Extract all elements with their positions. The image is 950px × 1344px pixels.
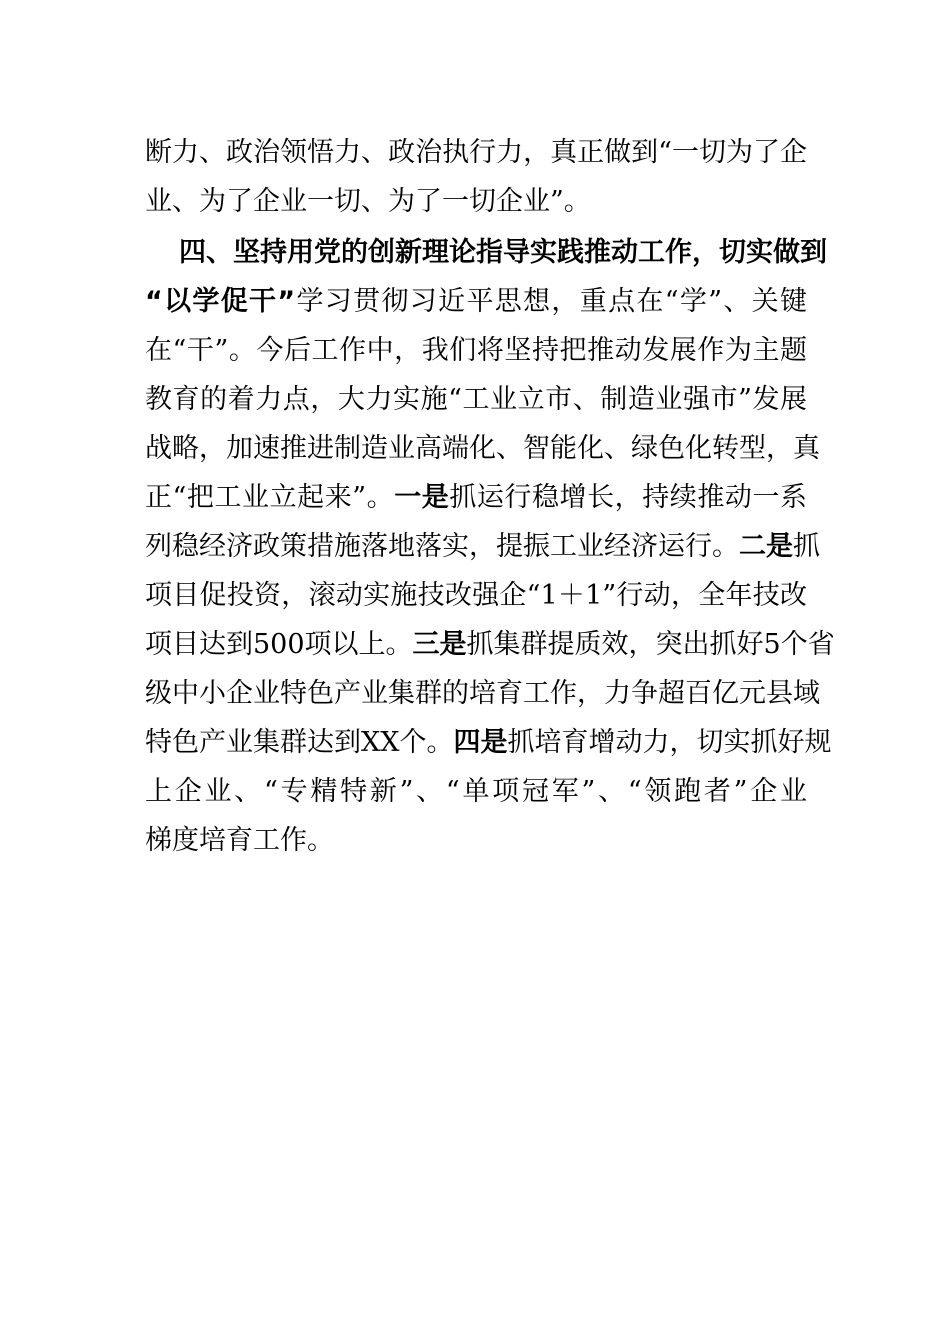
text-span: 抓培育增动力，切实抓好规	[507, 727, 832, 758]
text-line	[145, 473, 807, 522]
text-span: 列稳经济政策措施落地落实，提振工业经济运行。	[145, 531, 739, 562]
text-line: 教育的着力点，大力实施“工业立市、制造业强市”发展	[145, 384, 807, 415]
bold-marker: 四是	[453, 727, 508, 758]
text-line	[145, 277, 807, 326]
text-line: 上企业、“专精特新”、“单项冠军”、“领跑者”企业	[145, 776, 807, 807]
text-line: 梯度培育工作。	[145, 825, 334, 856]
paragraph-continuation	[145, 128, 807, 226]
text-line: 在“干”。今后工作中，我们将坚持把推动发展作为主题	[145, 335, 807, 366]
paragraph-section-four	[145, 228, 835, 865]
text-line: 断力、政治领悟力、政治执行力，真正做到“一切为了企	[145, 137, 807, 168]
section-heading-continuation: “以学促干”	[145, 286, 296, 317]
bold-marker: 三是	[412, 629, 467, 660]
text-line: 项目促投资，滚动实施技改强企“1＋1”行动，全年技改	[145, 580, 807, 611]
text-span: 特色产业集群达到XX个。	[145, 727, 454, 758]
text-line	[145, 620, 835, 669]
text-line: 战略，加速推进制造业高端化、智能化、绿色化转型，真	[145, 433, 820, 464]
text-line	[145, 522, 820, 571]
bold-marker: 二是	[739, 531, 793, 562]
text-line	[145, 718, 832, 767]
text-span: 抓运行稳增长，持续推动一系	[449, 482, 808, 513]
text-span: 学习贯彻习近平思想，重点在“学”、关键	[295, 286, 807, 317]
text-line: 业、为了企业一切、为了一切企业”。	[145, 186, 591, 217]
text-span: 抓集群提质效，突出抓好5个省	[466, 629, 835, 660]
text-span: 项目达到500项以上。	[145, 629, 413, 660]
section-heading: 四、坚持用党的创新理论指导实践推动工作，切实做到	[179, 237, 827, 268]
text-span: 抓	[793, 531, 820, 562]
document-page	[145, 128, 835, 865]
bold-marker: 一是	[394, 482, 450, 513]
text-line: 级中小企业特色产业集群的培育工作，力争超百亿元县域	[145, 678, 820, 709]
text-span: 正“把工业立起来”。	[145, 482, 395, 513]
